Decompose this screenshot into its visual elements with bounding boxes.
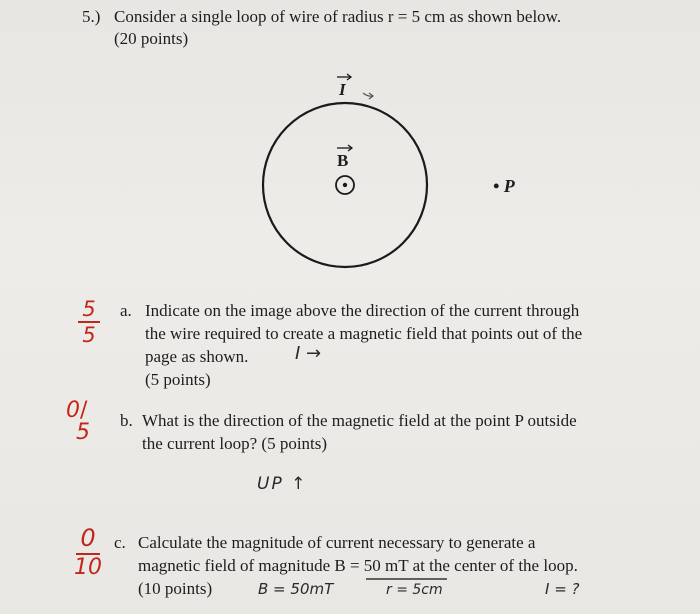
part-c-handwritten-b: B = 50mT [258, 580, 334, 598]
part-c-line-3: (10 points) [138, 579, 213, 598]
part-b-score: 0/ 5 [66, 398, 90, 445]
field-label: B [337, 151, 349, 170]
point-p-label: • P [493, 176, 515, 196]
part-a-line-3: page as shown. [145, 347, 249, 366]
part-c-score: 0 10 [74, 524, 102, 580]
part-c-letter: c. [114, 533, 126, 552]
part-a-handwritten-answer: I → [295, 343, 322, 364]
part-a-score: 5 5 [78, 298, 100, 346]
part-a-line-2: the wire required to create a magnetic field that points out of the [145, 324, 583, 343]
part-c-handwritten-i: I = ? [545, 580, 580, 598]
part-c-handwritten-r: r = 5cm [386, 582, 443, 598]
part-b-line-1: What is the direction of the magnetic field at the point P outside [142, 411, 577, 430]
question-prompt: Consider a single loop of wire of radius r = 5 cm as shown below. [114, 7, 562, 26]
part-a-line-4: (5 points) [145, 370, 211, 389]
question-number: 5.) [82, 7, 101, 26]
part-a-line-1: Indicate on the image above the direction of the current through [145, 301, 580, 320]
current-label: I [339, 80, 346, 99]
part-a-letter: a. [120, 301, 132, 320]
part-b-line-2: the current loop? (5 points) [142, 434, 328, 453]
part-b-letter: b. [120, 411, 133, 430]
part-b-handwritten-answer: UP ↑ [257, 474, 308, 494]
part-c-line-1: Calculate the magnitude of current necessary to generate a [138, 533, 536, 552]
part-c-line-2: magnetic field of magnitude B = 50 mT at the center of the loop. [138, 556, 578, 575]
question-points: (20 points) [114, 29, 189, 48]
